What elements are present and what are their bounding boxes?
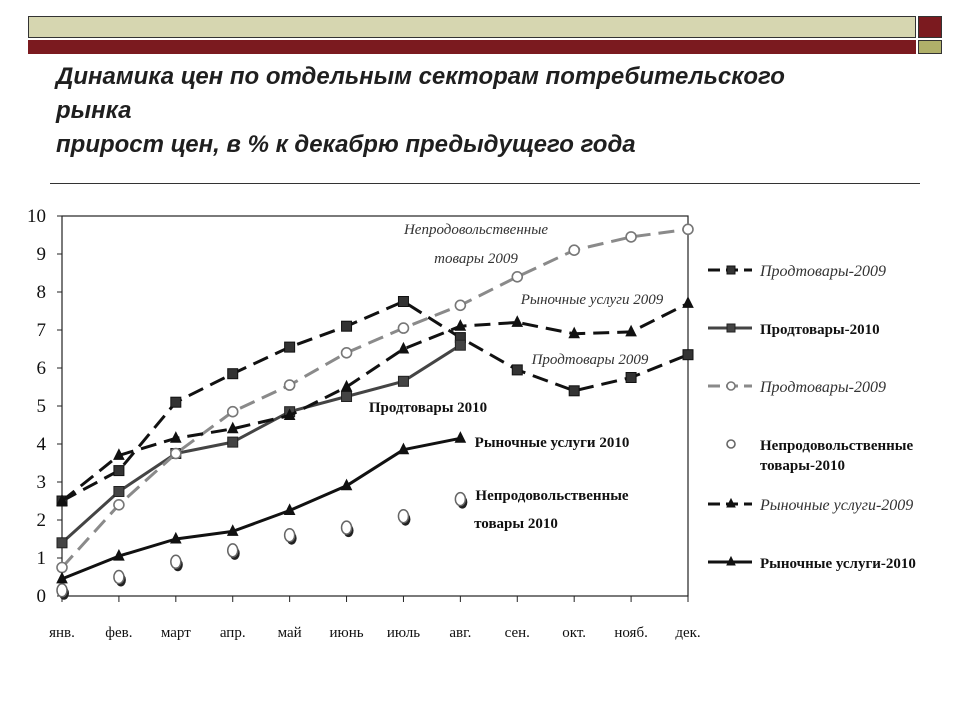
series-line xyxy=(62,229,688,567)
data-point xyxy=(114,500,124,510)
data-point xyxy=(569,386,579,396)
legend-entry xyxy=(727,438,914,474)
data-point xyxy=(285,529,297,545)
data-point xyxy=(626,373,636,383)
x-tick-label: июнь xyxy=(329,625,364,641)
y-tick-label: 7 xyxy=(36,320,46,341)
title-line-3: прирост цен, в % к декабрю предыдущего года xyxy=(56,131,636,158)
x-tick-label: май xyxy=(277,625,302,641)
data-point xyxy=(455,493,467,509)
x-tick-label: янв. xyxy=(49,625,75,641)
legend-label: товары-2010 xyxy=(760,458,845,474)
data-point xyxy=(626,232,636,242)
data-point xyxy=(342,392,352,402)
y-tick-label: 10 xyxy=(27,206,46,227)
legend-marker xyxy=(727,382,735,390)
data-point xyxy=(398,297,408,307)
legend-entry xyxy=(708,322,880,338)
data-point xyxy=(683,297,693,307)
data-point xyxy=(114,466,124,476)
data-point xyxy=(398,323,408,333)
y-tick-label: 6 xyxy=(36,358,46,379)
point-face xyxy=(455,493,465,506)
data-point xyxy=(114,487,124,497)
data-point xyxy=(171,555,183,571)
data-point xyxy=(569,245,579,255)
x-tick-label: июль xyxy=(386,625,421,641)
x-tick-label: сен. xyxy=(504,625,530,641)
x-tick-label: март xyxy=(160,625,191,641)
data-point xyxy=(398,376,408,386)
legend-label: Продтовары-2009 xyxy=(760,379,886,396)
data-point xyxy=(342,321,352,331)
point-face xyxy=(342,521,352,534)
point-face xyxy=(285,529,295,542)
annotation-label: Рыночные услуги 2010 xyxy=(474,435,630,451)
legend-label: Рыночные услуги-2009 xyxy=(760,497,914,514)
annotation-label: Продтовары 2009 xyxy=(531,352,649,368)
legend-marker xyxy=(727,324,735,332)
data-point xyxy=(228,437,238,447)
legend-entry xyxy=(708,497,913,514)
legend-marker xyxy=(727,266,735,274)
data-point xyxy=(114,571,126,587)
x-tick-label: окт. xyxy=(562,625,587,641)
data-point xyxy=(228,544,240,560)
point-face xyxy=(114,571,124,584)
legend-label: Рыночные услуги-2010 xyxy=(760,556,916,572)
data-point xyxy=(398,510,410,526)
point-face xyxy=(228,544,238,557)
annotation-label: Непродовольственные xyxy=(475,488,629,504)
x-tick-label: авг. xyxy=(449,625,472,641)
series-3 xyxy=(57,224,693,572)
annotation-label: товары 2010 xyxy=(474,516,558,532)
point-face xyxy=(398,510,408,523)
data-point xyxy=(285,342,295,352)
legend-marker xyxy=(727,440,735,448)
x-tick-label: апр. xyxy=(219,625,246,641)
legend-label: Непродовольственные xyxy=(760,438,914,454)
data-point xyxy=(171,397,181,407)
annotation-label: Рыночные услуги 2009 xyxy=(520,292,664,308)
data-point xyxy=(512,365,522,375)
point-face xyxy=(171,555,181,568)
legend-label: Продтовары-2010 xyxy=(760,322,880,338)
data-point xyxy=(228,369,238,379)
data-point xyxy=(228,407,238,417)
title-line-2: рынка xyxy=(56,97,132,124)
legend-entry xyxy=(708,263,886,280)
data-point xyxy=(683,224,693,234)
data-point xyxy=(342,521,354,537)
legend-entry xyxy=(708,379,886,396)
y-tick-label: 8 xyxy=(36,282,46,303)
title-line-1: Динамика цен по отдельным секторам потребительского xyxy=(56,63,785,90)
point-face xyxy=(57,584,67,597)
annotation-label: Непродовольственные xyxy=(403,222,549,238)
y-tick-label: 3 xyxy=(36,472,46,493)
data-point xyxy=(683,350,693,360)
x-tick-label: дек. xyxy=(675,625,701,641)
data-point xyxy=(171,449,181,459)
data-point xyxy=(455,340,465,350)
data-point xyxy=(57,584,69,600)
x-tick-label: фев. xyxy=(105,625,133,641)
annotation-label: товары 2009 xyxy=(434,251,518,267)
data-point xyxy=(455,300,465,310)
legend-label: Продтовары-2009 xyxy=(760,263,886,280)
y-tick-label: 9 xyxy=(36,244,46,265)
x-tick-label: нояб. xyxy=(614,625,648,641)
data-point xyxy=(342,348,352,358)
y-tick-label: 2 xyxy=(36,510,46,531)
data-point xyxy=(512,272,522,282)
y-tick-label: 5 xyxy=(36,396,46,417)
y-tick-label: 4 xyxy=(36,434,46,455)
y-tick-label: 0 xyxy=(36,586,46,607)
data-point xyxy=(57,538,67,548)
y-tick-label: 1 xyxy=(36,548,46,569)
annotation-label: Продтовары 2010 xyxy=(368,400,488,416)
legend-entry xyxy=(708,556,916,572)
data-point xyxy=(57,563,67,573)
data-point xyxy=(285,380,295,390)
data-point xyxy=(455,432,465,442)
